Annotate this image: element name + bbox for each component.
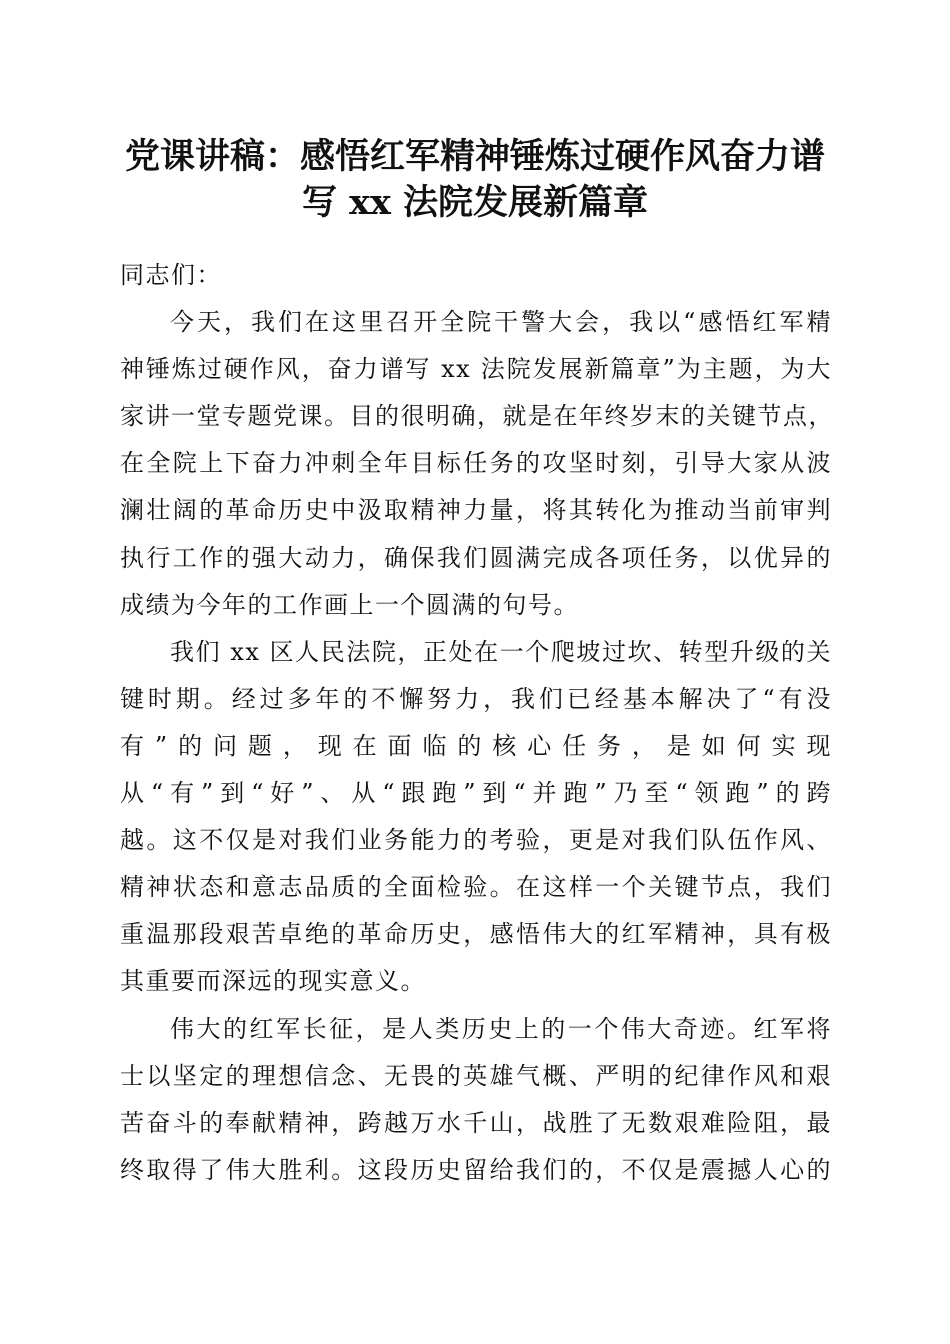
salutation: 同志们： xyxy=(120,261,222,289)
document-body xyxy=(120,252,832,1194)
paragraph-line: 今天，我们在这里召开全院干警大会，我以“感悟红军精 xyxy=(170,308,832,337)
paragraph-line: 执行工作的强大动力，确保我们圆满完成各项任务，以优异的 xyxy=(120,543,832,572)
paragraph-line: 神锤炼过硬作风，奋力谱写 xx 法院发展新篇章”为主题，为大 xyxy=(120,355,832,384)
paragraph-line: 伟大的红军长征，是人类历史上的一个伟大奇迹。红军将 xyxy=(170,1014,832,1043)
paragraph-line: 终取得了伟大胜利。这段历史留给我们的，不仅是震撼人心的 xyxy=(120,1155,832,1184)
title-line-1: 党课讲稿：感悟红军精神锤炼过硬作风奋力谱 xyxy=(124,136,825,177)
title-line-2: 写 xx 法院发展新篇章 xyxy=(301,182,649,223)
paragraph-line: 其重要而深远的现实意义。 xyxy=(120,967,426,996)
paragraph-line: 从“有”到“好”、从“跟跑”到“并跑”乃至“领跑”的跨 xyxy=(120,779,832,808)
document-title xyxy=(100,134,850,226)
paragraph-line: 士以坚定的理想信念、无畏的英雄气概、严明的纪律作风和艰 xyxy=(120,1061,832,1090)
paragraph-line: 键时期。经过多年的不懈努力，我们已经基本解决了“有没 xyxy=(120,684,832,713)
paragraph-line: 重温那段艰苦卓绝的革命历史，感悟伟大的红军精神，具有极 xyxy=(120,920,832,949)
paragraph-line: 我们 xx 区人民法院，正处在一个爬坡过坎、转型升级的关 xyxy=(170,637,832,666)
paragraph-line: 澜壮阔的革命历史中汲取精神力量，将其转化为推动当前审判 xyxy=(120,496,832,525)
paragraph-line: 有”的问题，现在面临的核心任务，是如何实现 xyxy=(120,731,832,760)
paragraph-line: 成绩为今年的工作画上一个圆满的句号。 xyxy=(120,590,579,619)
paragraph-line: 精神状态和意志品质的全面检验。在这样一个关键节点，我们 xyxy=(120,873,832,902)
paragraph-line: 苦奋斗的奉献精神，跨越万水千山，战胜了无数艰难险阻，最 xyxy=(120,1108,832,1137)
paragraph-line: 家讲一堂专题党课。目的很明确，就是在年终岁末的关键节点， xyxy=(120,402,834,431)
paragraph-line: 越。这不仅是对我们业务能力的考验，更是对我们队伍作风、 xyxy=(120,826,832,855)
paragraph-line: 在全院上下奋力冲刺全年目标任务的攻坚时刻，引导大家从波 xyxy=(120,449,832,478)
